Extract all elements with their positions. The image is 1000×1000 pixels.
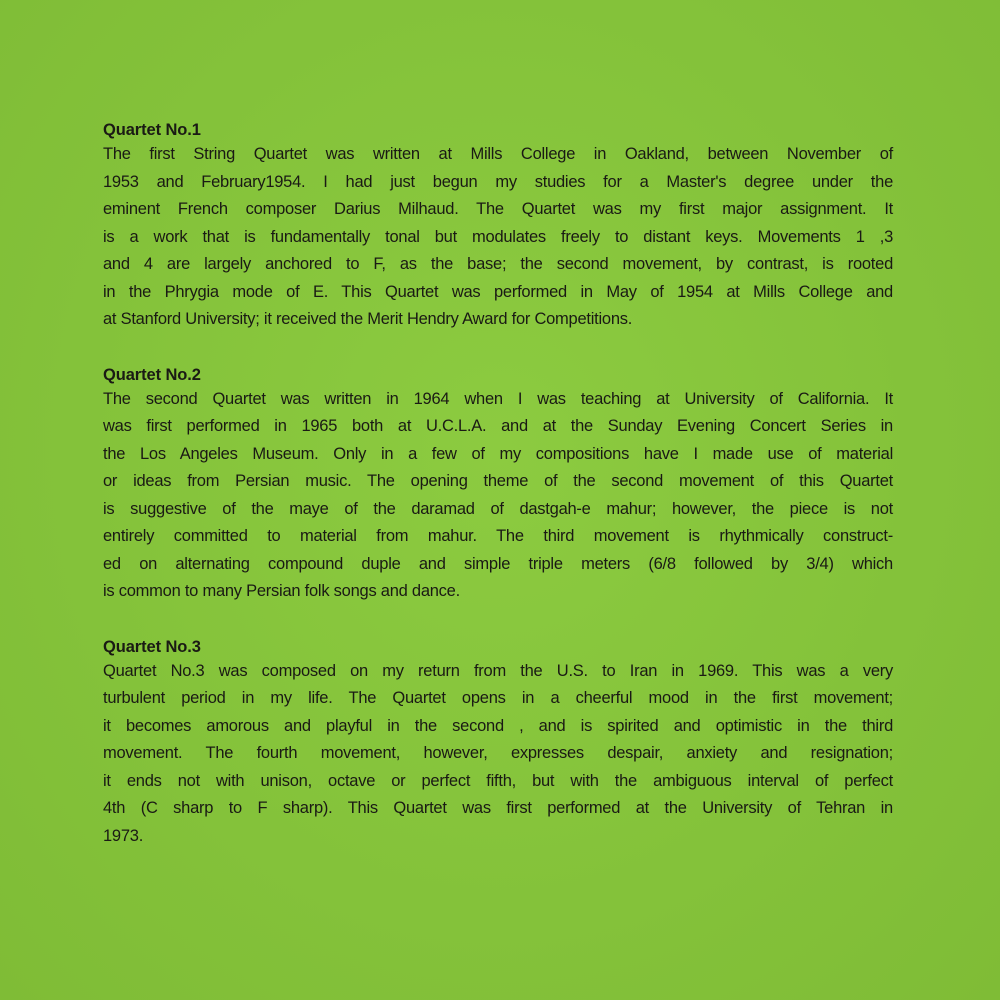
text-line: is common to many Persian folk songs and dance. <box>103 582 460 600</box>
section-heading: Quartet No.2 <box>103 365 201 384</box>
section-quartet-3 <box>103 636 893 851</box>
text-line: turbulent period in my life. The Quartet opens in a cheerful mood in the first movement; <box>103 689 893 707</box>
text-line: Quartet No.3 was composed on my return from the U.S. to Iran in 1969. This was a very <box>103 661 893 680</box>
text-line: 1953 and February1954. I had just begun my studies for a Master's degree under the <box>103 172 893 191</box>
text-line: it becomes amorous and playful in the second , and is spirited and optimistic in the third <box>103 716 893 735</box>
text-line: The first String Quartet was written at Mills College in Oakland, between November of <box>103 145 893 163</box>
text-line: eminent French composer Darius Milhaud. The Quartet was my first major assignment. It <box>103 200 893 218</box>
text-line: and 4 are largely anchored to F, as the base; the second movement, by contrast, is rooted <box>103 255 893 273</box>
text-line: at Stanford University; it received the Merit Hendry Award for Competitions. <box>103 310 633 328</box>
text-line: is a work that is fundamentally tonal but modulates freely to distant keys. Movements 1 ,3 <box>103 227 893 246</box>
text-line: The second Quartet was written in 1964 when I was teaching at University of California. It <box>103 389 893 408</box>
text-line: 1973. <box>103 826 144 845</box>
text-line: 4th (C sharp to F sharp). This Quartet was first performed at the University of Tehran in <box>103 799 893 817</box>
text-line: entirely committed to material from mahur. The third movement is rhythmically construct- <box>103 527 893 545</box>
section-quartet-2 <box>103 364 893 606</box>
text-line: movement. The fourth movement, however, expresses despair, anxiety and resignation; <box>103 744 893 762</box>
text-line: was first performed in 1965 both at U.C.L.A. and at the Sunday Evening Concert Series in <box>103 417 893 435</box>
text-line: the Los Angeles Museum. Only in a few of my compositions have I made use of material <box>103 444 893 463</box>
section-heading: Quartet No.1 <box>103 121 201 139</box>
text-line: or ideas from Persian music. The opening theme of the second movement of this Quartet <box>103 472 893 490</box>
text-line: ed on alternating compound duple and simple triple meters (6/8 followed by 3/4) which <box>103 554 893 573</box>
text-line: is suggestive of the maye of the daramad of dastgah-e mahur; however, the piece is not <box>103 499 893 518</box>
text-line: it ends not with unison, octave or perfect fifth, but with the ambiguous interval of perfect <box>103 771 893 790</box>
liner-notes-content <box>103 119 893 880</box>
text-line: in the Phrygia mode of E. This Quartet was performed in May of 1954 at Mills College and <box>103 282 893 301</box>
section-heading: Quartet No.3 <box>103 637 201 656</box>
section-quartet-1 <box>103 119 893 334</box>
